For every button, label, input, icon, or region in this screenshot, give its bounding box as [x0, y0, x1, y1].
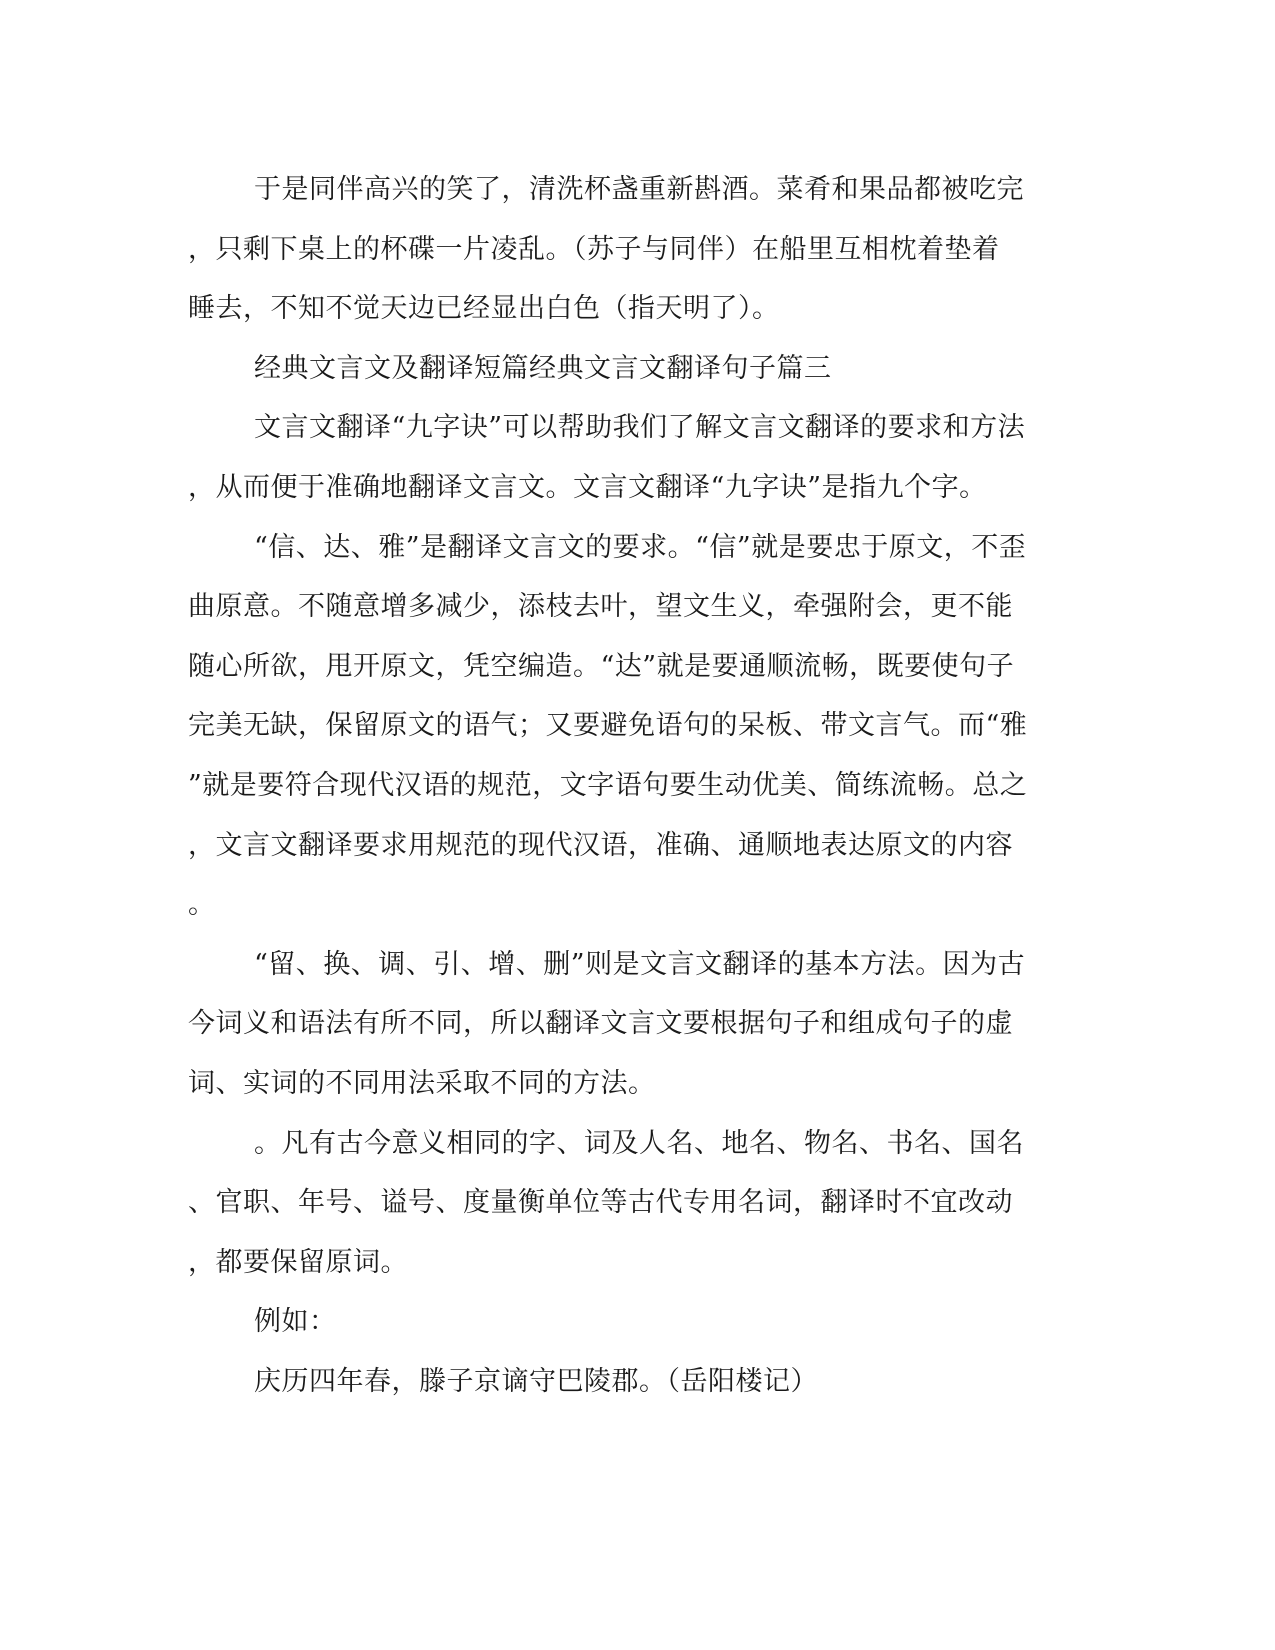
text-line: 例如：	[254, 1306, 337, 1338]
section-heading: 经典文言文及翻译短篇经典文言文翻译句子篇三	[254, 352, 832, 384]
text-line: 。凡有古今意义相同的字、词及人名、地名、物名、书名、国名	[254, 1127, 1024, 1159]
text-line: ，只剩下桌上的杯碟一片凌乱。（苏子与同伴）在船里互相枕着垫着	[188, 233, 1000, 265]
text-line: ，从而便于准确地翻译文言文。文言文翻译“九字诀”是指九个字。	[188, 471, 987, 503]
text-line: “信、达、雅”是翻译文言文的要求。“信”就是要忠于原文，不歪	[254, 531, 1027, 563]
text-line: 文言文翻译“九字诀”可以帮助我们了解文言文翻译的要求和方法	[254, 412, 1026, 444]
text-line: 庆历四年春，滕子京谪守巴陵郡。（岳阳楼记）	[254, 1365, 818, 1397]
text-line: 随心所欲，甩开原文，凭空编造。“达”就是要通顺流畅，既要使句子	[188, 650, 1015, 682]
text-line: 睡去，不知不觉天边已经显出白色（指天明了）。	[188, 293, 780, 325]
text-line: ，都要保留原词。	[188, 1246, 408, 1278]
text-line: “留、换、调、引、增、删”则是文言文翻译的基本方法。因为古	[254, 948, 1026, 980]
text-line: 于是同伴高兴的笑了，清洗杯盏重新斟酒。菜肴和果品都被吃完	[254, 174, 1024, 205]
text-line: ，文言文翻译要求用规范的现代汉语，准确、通顺地表达原文的内容	[188, 829, 1013, 861]
text-line: ”就是要符合现代汉语的规范，文字语句要生动优美、简练流畅。总之	[188, 769, 1028, 801]
document-body	[188, 160, 1068, 1411]
text-line: 今词义和语法有所不同，所以翻译文言文要根据句子和组成句子的虚	[188, 1008, 1013, 1040]
text-line: 词、实词的不同用法采取不同的方法。	[188, 1067, 656, 1099]
text-line: 完美无缺，保留原文的语气；又要避免语句的呆板、带文言气。而“雅	[188, 710, 1028, 742]
text-line: 、官职、年号、谥号、度量衡单位等古代专用名词，翻译时不宜改动	[188, 1187, 1013, 1219]
text-line: 曲原意。不随意增多减少，添枝去叶，望文生义，牵强附会，更不能	[188, 591, 1013, 623]
text-line: 。	[188, 889, 216, 921]
